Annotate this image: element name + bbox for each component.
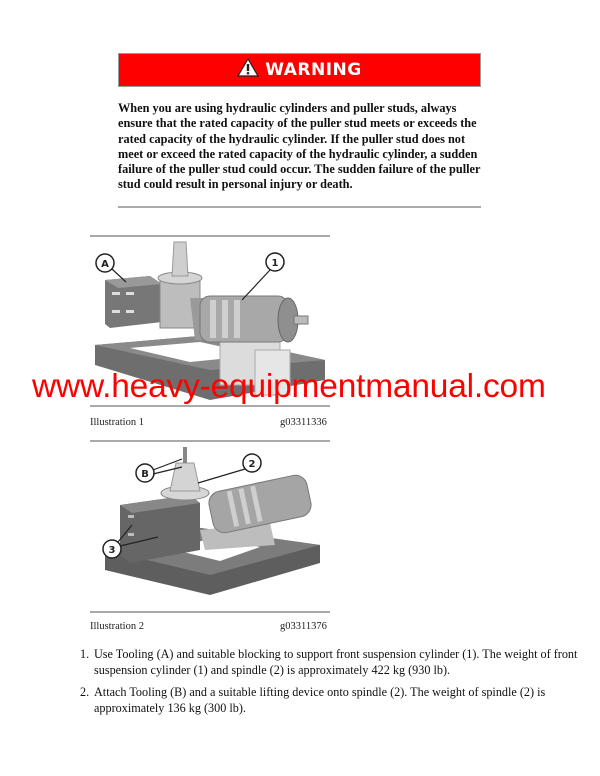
warning-banner <box>118 53 481 87</box>
illustration-2-code: g03311376 <box>280 621 327 632</box>
step-2 <box>80 685 585 716</box>
callout-a: A <box>101 259 109 270</box>
illustration-2-top-rule <box>90 440 330 442</box>
step-text: Use Tooling (A) and suitable blocking to support front suspension cylinder (1). The weight of front suspension cylinder (1) and spindle (2) is approximately 422 kg (930 lb). <box>94 647 578 677</box>
watermark-url: www.heavy-equipmentmanual.com <box>32 368 546 405</box>
warning-triangle-icon <box>237 58 259 82</box>
callout-3: 3 <box>108 545 116 556</box>
step-1 <box>80 647 585 678</box>
warning-divider <box>118 206 481 208</box>
illustration-2-bottom-rule <box>90 611 330 613</box>
illustration-2-caption: Illustration 2 <box>90 621 144 632</box>
illustration-1-top-rule <box>90 235 330 237</box>
step-number: 2. <box>80 685 90 699</box>
warning-text: When you are using hydraulic cylinders and puller studs, always ensure that the rated capacity of the puller stud meets or exceeds the rated capacity of the hydraulic cylinder. If the puller stud does not meet or exceed the rated capacity of the hydraulic cylinder, a sudden failure of the puller stud could occur. The sudden failure of the puller stud could result in personal injury or death. <box>118 101 481 192</box>
callout-b: B <box>141 469 149 480</box>
step-number: 1. <box>80 647 90 661</box>
callout-1: 1 <box>271 258 279 269</box>
illustration-1-caption: Illustration 1 <box>90 417 144 428</box>
step-text: Attach Tooling (B) and a suitable lifting device onto spindle (2). The weight of spindle (2) is approximately 136 kg (300 lb). <box>94 685 546 715</box>
warning-label: WARNING <box>265 60 362 80</box>
illustration-1-code: g03311336 <box>280 417 327 428</box>
illustration-1-bottom-rule <box>90 405 330 407</box>
illustration-2-image <box>90 445 330 605</box>
callout-2: 2 <box>248 459 256 470</box>
